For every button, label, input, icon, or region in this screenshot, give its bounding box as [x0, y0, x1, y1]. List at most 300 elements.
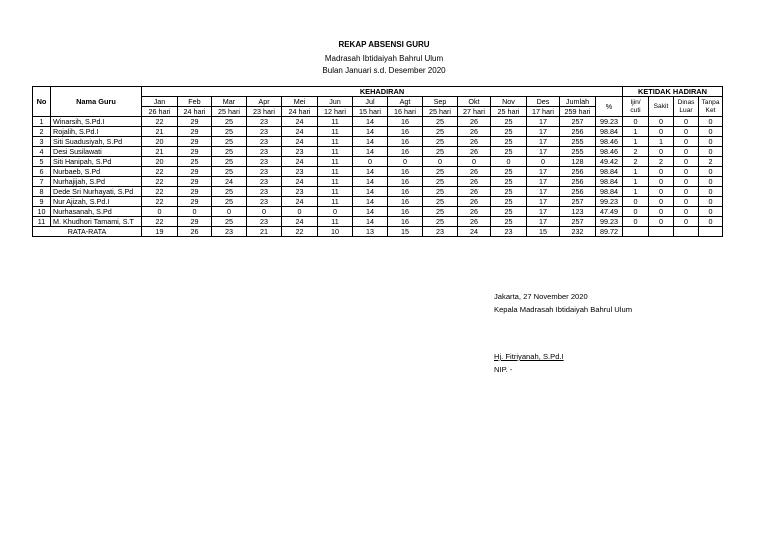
- absence-value: 1: [623, 187, 649, 197]
- average-month-value: 13: [353, 227, 388, 237]
- month-value: 22: [142, 167, 178, 177]
- month-value: 14: [353, 217, 388, 227]
- school-name: Madrasah Ibtidaiyah Bahrul Ulum: [324, 54, 444, 63]
- month-value: 0: [458, 157, 491, 167]
- absence-value: 1: [649, 137, 674, 147]
- month-value: 29: [178, 197, 212, 207]
- absence-value: 0: [649, 217, 674, 227]
- absence-value: 0: [674, 217, 699, 227]
- month-header: Sep: [423, 97, 458, 107]
- row-percent: 98.84: [596, 127, 623, 137]
- month-value: 0: [282, 207, 318, 217]
- absence-value: 0: [674, 197, 699, 207]
- month-value: 22: [142, 217, 178, 227]
- absence-value: 0: [674, 157, 699, 167]
- absence-type-header: [674, 97, 699, 117]
- month-value: 17: [527, 117, 560, 127]
- row-no: 10: [33, 207, 51, 217]
- month-value: 24: [282, 177, 318, 187]
- month-value: 17: [527, 177, 560, 187]
- average-month-value: 23: [212, 227, 247, 237]
- absence-value: 2: [623, 157, 649, 167]
- absence-value: 0: [674, 177, 699, 187]
- month-header: Jan: [142, 97, 178, 107]
- month-value: 23: [247, 167, 282, 177]
- absence-value: 0: [649, 187, 674, 197]
- month-value: 14: [353, 197, 388, 207]
- jumlah-header: Jumlah: [560, 97, 596, 107]
- attendance-table: [32, 86, 723, 237]
- signature-name: Hj. Fitriyanah, S.Pd.I: [494, 352, 564, 361]
- kehadiran-header: KEHADIRAN: [142, 87, 623, 97]
- month-value: 21: [142, 127, 178, 137]
- month-value: 24: [282, 117, 318, 127]
- month-value: 29: [178, 137, 212, 147]
- header-row-1: [33, 87, 723, 97]
- row-percent: 98.84: [596, 167, 623, 177]
- average-month-value: 15: [527, 227, 560, 237]
- row-percent: 99.23: [596, 117, 623, 127]
- table-row: [33, 137, 723, 147]
- month-days: 25 hari: [212, 107, 247, 117]
- teacher-name: M. Khudhori Tamami, S.T: [51, 217, 142, 227]
- absence-type-line-1: Sakit: [653, 102, 669, 110]
- month-value: 0: [178, 207, 212, 217]
- average-percent: 89.72: [596, 227, 623, 237]
- average-month-value: 19: [142, 227, 178, 237]
- col-no-header: No: [33, 87, 51, 117]
- absence-value: 0: [623, 197, 649, 207]
- row-no: 5: [33, 157, 51, 167]
- month-value: 11: [318, 127, 353, 137]
- table-row: [33, 197, 723, 207]
- month-value: 25: [423, 187, 458, 197]
- absence-type-line-1: Ijin/: [630, 98, 641, 106]
- month-value: 25: [423, 207, 458, 217]
- average-month-value: 26: [178, 227, 212, 237]
- month-value: 24: [282, 127, 318, 137]
- row-percent: 98.84: [596, 187, 623, 197]
- month-value: 25: [178, 157, 212, 167]
- month-value: 23: [282, 167, 318, 177]
- col-name-header: Nama Guru: [51, 87, 142, 117]
- absence-value: 0: [623, 207, 649, 217]
- row-percent: 98.46: [596, 137, 623, 147]
- month-value: 0: [247, 207, 282, 217]
- teacher-name: Siti Hanipah, S.Pd: [51, 157, 142, 167]
- month-value: 25: [423, 177, 458, 187]
- month-value: 16: [388, 117, 423, 127]
- month-value: 0: [142, 207, 178, 217]
- month-value: 0: [388, 157, 423, 167]
- signature-position: Kepala Madrasah Ibtidaiyah Bahrul Ulum: [494, 305, 633, 314]
- month-value: 22: [142, 117, 178, 127]
- row-jumlah: 256: [560, 187, 596, 197]
- absence-value: 0: [699, 167, 723, 177]
- month-value: 25: [423, 127, 458, 137]
- absence-value: 0: [699, 117, 723, 127]
- average-month-value: 15: [388, 227, 423, 237]
- month-value: 29: [178, 177, 212, 187]
- month-value: 26: [458, 137, 491, 147]
- row-jumlah: 255: [560, 137, 596, 147]
- month-value: 24: [282, 137, 318, 147]
- teacher-name: Nur Ajizah, S.Pd.I: [51, 197, 142, 207]
- month-value: 0: [212, 207, 247, 217]
- teacher-name: Siti Suadusiyah, S.Pd: [51, 137, 142, 147]
- average-month-value: 23: [423, 227, 458, 237]
- row-jumlah: 255: [560, 147, 596, 157]
- month-days: 15 hari: [353, 107, 388, 117]
- row-percent: 99.23: [596, 197, 623, 207]
- row-no: 7: [33, 177, 51, 187]
- month-value: 25: [212, 127, 247, 137]
- month-value: 14: [353, 167, 388, 177]
- month-value: 26: [458, 187, 491, 197]
- table-row: [33, 157, 723, 167]
- month-value: 17: [527, 207, 560, 217]
- month-value: 26: [458, 197, 491, 207]
- percent-header: %: [596, 97, 623, 117]
- month-value: 25: [491, 137, 527, 147]
- table-row: [33, 147, 723, 157]
- row-jumlah: 128: [560, 157, 596, 167]
- month-value: 29: [178, 167, 212, 177]
- month-value: 25: [423, 197, 458, 207]
- row-jumlah: 256: [560, 167, 596, 177]
- absence-value: 0: [674, 167, 699, 177]
- average-month-value: 22: [282, 227, 318, 237]
- teacher-name: Rojalih, S.Pd.I: [51, 127, 142, 137]
- month-days: 26 hari: [142, 107, 178, 117]
- month-value: 25: [212, 167, 247, 177]
- absence-value: 0: [674, 127, 699, 137]
- month-header: Jul: [353, 97, 388, 107]
- row-no: 8: [33, 187, 51, 197]
- jumlah-days: 259 hari: [560, 107, 596, 117]
- month-header: Nov: [491, 97, 527, 107]
- month-value: 25: [212, 117, 247, 127]
- month-value: 24: [212, 177, 247, 187]
- month-value: 16: [388, 137, 423, 147]
- table-row: [33, 187, 723, 197]
- month-value: 14: [353, 177, 388, 187]
- month-value: 16: [388, 147, 423, 157]
- month-value: 16: [388, 197, 423, 207]
- absence-type-line-1: Tanpa: [701, 98, 720, 106]
- month-value: 16: [388, 187, 423, 197]
- table-row: [33, 217, 723, 227]
- row-jumlah: 256: [560, 177, 596, 187]
- month-value: 23: [247, 157, 282, 167]
- row-no: 6: [33, 167, 51, 177]
- month-value: 25: [423, 217, 458, 227]
- table-row: [33, 167, 723, 177]
- month-value: 25: [491, 127, 527, 137]
- month-value: 25: [212, 197, 247, 207]
- month-value: 24: [282, 197, 318, 207]
- absence-value: 0: [674, 147, 699, 157]
- row-jumlah: 257: [560, 197, 596, 207]
- month-value: 26: [458, 167, 491, 177]
- month-value: 14: [353, 187, 388, 197]
- row-no: 3: [33, 137, 51, 147]
- signature-nip: NIP. -: [494, 365, 513, 374]
- month-value: 25: [423, 147, 458, 157]
- row-percent: 49.42: [596, 157, 623, 167]
- month-value: 25: [423, 137, 458, 147]
- month-value: 25: [491, 207, 527, 217]
- month-value: 25: [212, 217, 247, 227]
- month-value: 29: [178, 117, 212, 127]
- average-month-value: 23: [491, 227, 527, 237]
- absence-value: 0: [699, 147, 723, 157]
- row-percent: 98.84: [596, 177, 623, 187]
- month-value: 14: [353, 207, 388, 217]
- absence-value: 0: [699, 217, 723, 227]
- average-month-value: 24: [458, 227, 491, 237]
- month-value: 17: [527, 187, 560, 197]
- month-value: 22: [142, 187, 178, 197]
- month-value: 0: [353, 157, 388, 167]
- absence-value: 0: [623, 217, 649, 227]
- month-value: 26: [458, 147, 491, 157]
- month-value: 23: [282, 147, 318, 157]
- absence-value: 0: [649, 167, 674, 177]
- month-value: 17: [527, 147, 560, 157]
- month-days: 12 hari: [318, 107, 353, 117]
- absence-value: 1: [623, 167, 649, 177]
- month-value: 0: [318, 207, 353, 217]
- row-jumlah: 123: [560, 207, 596, 217]
- absence-value: 1: [623, 177, 649, 187]
- average-absence-empty: [699, 227, 723, 237]
- row-percent: 99.23: [596, 217, 623, 227]
- month-value: 11: [318, 147, 353, 157]
- average-month-value: 21: [247, 227, 282, 237]
- absence-value: 0: [649, 197, 674, 207]
- absence-value: 0: [674, 117, 699, 127]
- month-days: 23 hari: [247, 107, 282, 117]
- month-value: 23: [247, 197, 282, 207]
- month-value: 25: [423, 117, 458, 127]
- absence-value: 0: [699, 197, 723, 207]
- absence-value: 2: [699, 157, 723, 167]
- month-value: 0: [527, 157, 560, 167]
- month-value: 25: [212, 147, 247, 157]
- month-value: 23: [282, 187, 318, 197]
- month-value: 20: [142, 157, 178, 167]
- month-header: Agt: [388, 97, 423, 107]
- month-value: 11: [318, 137, 353, 147]
- month-value: 29: [178, 217, 212, 227]
- report-title: REKAP ABSENSI GURU: [338, 40, 430, 49]
- month-value: 26: [458, 217, 491, 227]
- month-value: 16: [388, 127, 423, 137]
- absence-value: 2: [623, 147, 649, 157]
- month-header: Apr: [247, 97, 282, 107]
- month-days: 17 hari: [527, 107, 560, 117]
- month-value: 14: [353, 117, 388, 127]
- month-value: 23: [247, 117, 282, 127]
- table-row: [33, 207, 723, 217]
- month-value: 23: [247, 137, 282, 147]
- row-no: 2: [33, 127, 51, 137]
- month-value: 25: [212, 187, 247, 197]
- month-value: 25: [491, 147, 527, 157]
- month-value: 16: [388, 217, 423, 227]
- month-value: 17: [527, 137, 560, 147]
- month-value: 11: [318, 187, 353, 197]
- row-jumlah: 257: [560, 217, 596, 227]
- row-jumlah: 257: [560, 117, 596, 127]
- month-value: 0: [491, 157, 527, 167]
- month-value: 23: [247, 147, 282, 157]
- month-value: 22: [142, 177, 178, 187]
- month-days: 24 hari: [178, 107, 212, 117]
- teacher-name: Nurbaeb, S.Pd: [51, 167, 142, 177]
- month-value: 23: [247, 187, 282, 197]
- month-header: Mar: [212, 97, 247, 107]
- absence-value: 0: [674, 187, 699, 197]
- signature-place-date: Jakarta, 27 November 2020: [494, 292, 588, 301]
- absence-value: 0: [649, 207, 674, 217]
- month-value: 11: [318, 157, 353, 167]
- month-value: 16: [388, 167, 423, 177]
- month-value: 16: [388, 177, 423, 187]
- month-value: 20: [142, 137, 178, 147]
- month-value: 17: [527, 217, 560, 227]
- month-value: 24: [282, 217, 318, 227]
- month-value: 23: [247, 217, 282, 227]
- month-value: 29: [178, 147, 212, 157]
- absence-value: 0: [674, 137, 699, 147]
- absence-type-line-2: cuti: [630, 106, 641, 114]
- month-value: 11: [318, 177, 353, 187]
- month-value: 25: [491, 217, 527, 227]
- teacher-name: Winarsih, S.Pd.I: [51, 117, 142, 127]
- month-header: Des: [527, 97, 560, 107]
- month-value: 25: [491, 187, 527, 197]
- absence-type-line-1: Dinas: [677, 98, 695, 106]
- average-absence-empty: [674, 227, 699, 237]
- month-days: 16 hari: [388, 107, 423, 117]
- month-header: Okt: [458, 97, 491, 107]
- month-value: 23: [247, 177, 282, 187]
- month-value: 0: [423, 157, 458, 167]
- absence-value: 0: [649, 177, 674, 187]
- month-value: 21: [142, 147, 178, 157]
- month-value: 25: [491, 177, 527, 187]
- month-header: Feb: [178, 97, 212, 107]
- absence-type-header: [623, 97, 649, 117]
- month-value: 14: [353, 127, 388, 137]
- absence-type-header: [649, 97, 674, 117]
- month-value: 11: [318, 117, 353, 127]
- month-value: 17: [527, 127, 560, 137]
- teacher-name: Dede Sri Nurhayati, S.Pd: [51, 187, 142, 197]
- ketidak-hadiran-header: KETIDAK HADIRAN: [623, 87, 723, 97]
- month-value: 25: [491, 117, 527, 127]
- month-value: 11: [318, 167, 353, 177]
- teacher-name: Nurhasanah, S.Pd: [51, 207, 142, 217]
- month-value: 26: [458, 117, 491, 127]
- absence-type-header: [699, 97, 723, 117]
- absence-value: 0: [699, 137, 723, 147]
- absence-value: 0: [699, 207, 723, 217]
- month-value: 11: [318, 217, 353, 227]
- absence-value: 0: [699, 127, 723, 137]
- month-value: 11: [318, 197, 353, 207]
- report-period: Bulan Januari s.d. Desember 2020: [322, 66, 446, 75]
- teacher-name: Desi Susilawati: [51, 147, 142, 157]
- absence-value: 0: [649, 147, 674, 157]
- month-value: 25: [212, 137, 247, 147]
- absence-type-line-2: Luar: [679, 106, 693, 114]
- row-no: 9: [33, 197, 51, 207]
- absence-value: 1: [623, 127, 649, 137]
- table-row: [33, 127, 723, 137]
- month-value: 17: [527, 167, 560, 177]
- month-value: 25: [491, 197, 527, 207]
- absence-value: 0: [649, 117, 674, 127]
- month-value: 26: [458, 207, 491, 217]
- average-month-value: 10: [318, 227, 353, 237]
- absence-value: 0: [649, 127, 674, 137]
- month-value: 25: [212, 157, 247, 167]
- month-days: 25 hari: [491, 107, 527, 117]
- month-value: 29: [178, 187, 212, 197]
- month-value: 25: [491, 167, 527, 177]
- average-jumlah: 232: [560, 227, 596, 237]
- month-value: 25: [423, 167, 458, 177]
- month-days: 27 hari: [458, 107, 491, 117]
- row-no: 1: [33, 117, 51, 127]
- month-value: 14: [353, 137, 388, 147]
- month-value: 14: [353, 147, 388, 157]
- row-no: 11: [33, 217, 51, 227]
- month-days: 25 hari: [423, 107, 458, 117]
- table-row: [33, 177, 723, 187]
- absence-value: 1: [623, 137, 649, 147]
- absence-value: 0: [674, 207, 699, 217]
- absence-value: 0: [699, 187, 723, 197]
- average-label: RATA-RATA: [33, 227, 142, 237]
- absence-value: 0: [623, 117, 649, 127]
- month-value: 26: [458, 177, 491, 187]
- teacher-name: Nurhajijah, S.Pd: [51, 177, 142, 187]
- month-days: 24 hari: [282, 107, 318, 117]
- table-row: [33, 117, 723, 127]
- month-value: 17: [527, 197, 560, 207]
- row-percent: 98.46: [596, 147, 623, 157]
- row-no: 4: [33, 147, 51, 157]
- month-value: 16: [388, 207, 423, 217]
- month-value: 22: [142, 197, 178, 207]
- absence-value: 0: [699, 177, 723, 187]
- month-header: Jun: [318, 97, 353, 107]
- month-value: 23: [247, 127, 282, 137]
- absence-value: 2: [649, 157, 674, 167]
- average-row: [33, 227, 723, 237]
- row-percent: 47.49: [596, 207, 623, 217]
- row-jumlah: 256: [560, 127, 596, 137]
- month-value: 29: [178, 127, 212, 137]
- month-value: 26: [458, 127, 491, 137]
- average-absence-empty: [649, 227, 674, 237]
- month-value: 24: [282, 157, 318, 167]
- month-header: Mei: [282, 97, 318, 107]
